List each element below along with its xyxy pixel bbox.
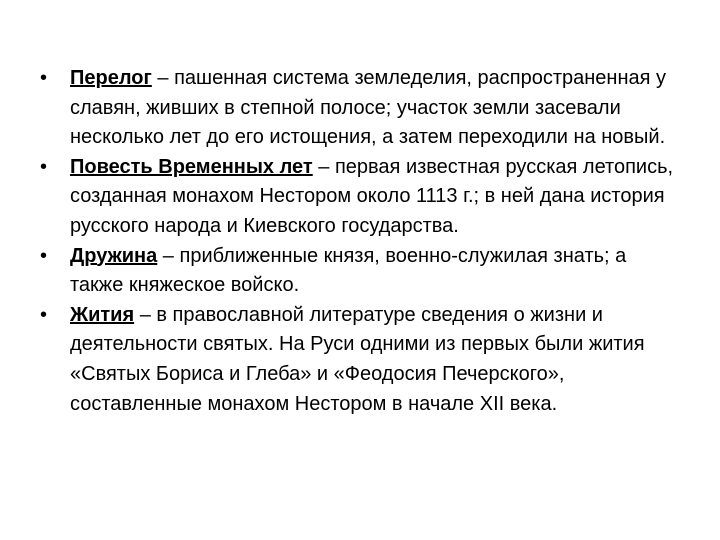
term-druzhina: Дружина — [70, 244, 158, 267]
glossary-item-perelog — [40, 64, 680, 153]
glossary-item-povest — [40, 153, 680, 242]
term-povest: Повесть Временных лет — [70, 155, 313, 178]
term-zhitiya: Жития — [70, 303, 135, 326]
bullet-icon: • — [40, 244, 48, 267]
definition-druzhina: – приближенные князя, военно-служилая знать; а также княжеское войско. — [70, 244, 627, 297]
definition-povest: – первая известная русская летопись, созданная монахом Нестором около 1113 г.; в ней дана история русского народа и Киевского государства. — [70, 155, 674, 237]
glossary-list — [40, 64, 680, 419]
glossary-item-druzhina — [40, 242, 680, 301]
definition-zhitiya: – в православной литературе сведения о жизни и деятельности святых. На Руси одними из первых были жития «Святых Бориса и Глеба» и «Феодосия Печерского», составленные монахом Нестором в начале XII века. — [70, 303, 645, 415]
bullet-icon: • — [40, 303, 48, 326]
definition-perelog: – пашенная система земледелия, распространенная у славян, живших в степной полосе; участок земли засевали несколько лет до его истощения, а затем переходили на новый. — [70, 67, 667, 149]
term-perelog: Перелог — [70, 67, 152, 89]
bullet-icon: • — [40, 155, 48, 178]
bullet-icon: • — [40, 67, 48, 89]
glossary-item-zhitiya — [40, 301, 680, 419]
